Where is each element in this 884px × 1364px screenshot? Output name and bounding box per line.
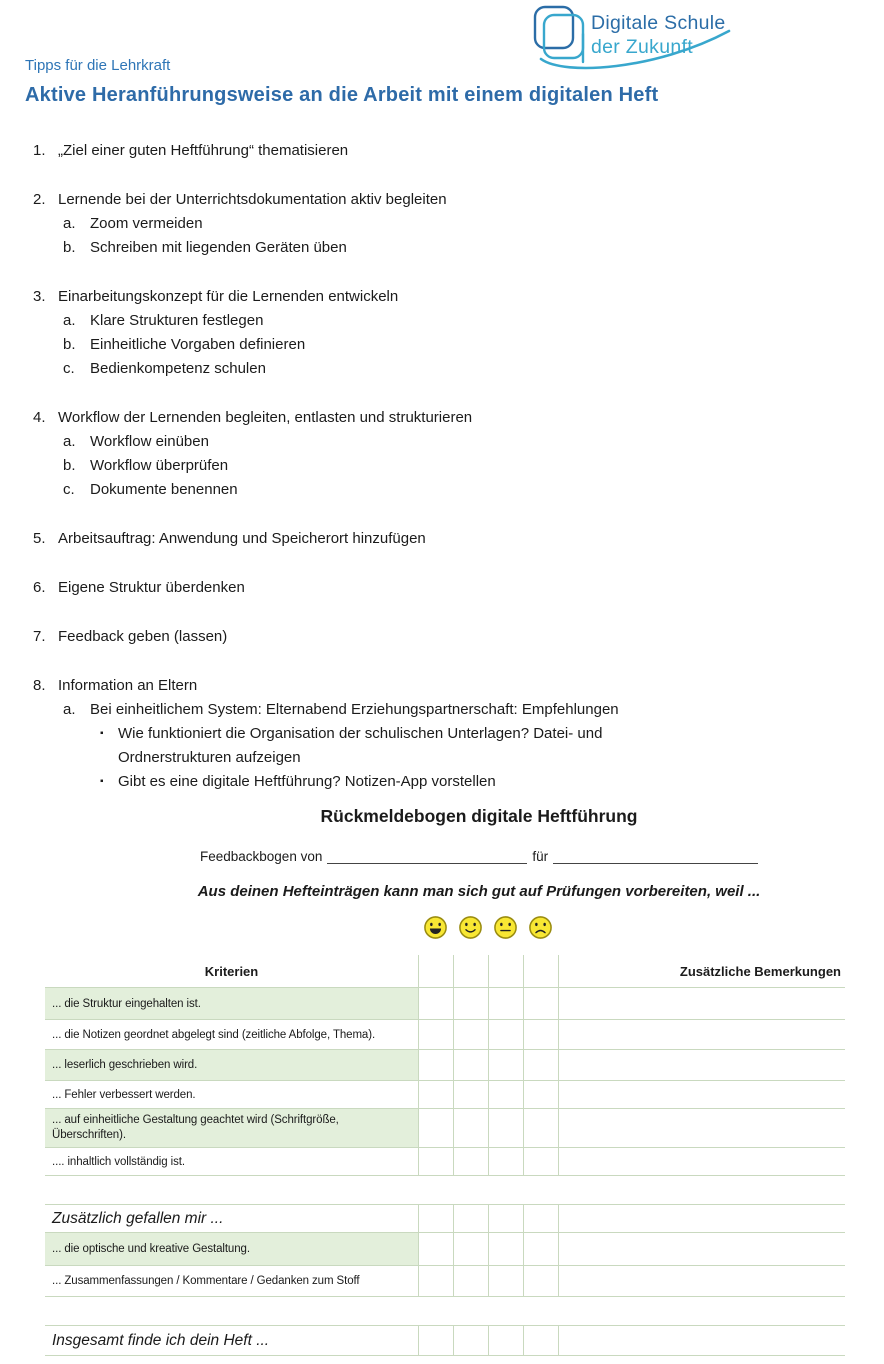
rating-cell bbox=[418, 1266, 453, 1296]
tip-text: Workflow überprüfen bbox=[90, 457, 229, 474]
table-row bbox=[45, 1109, 845, 1148]
emoji-sad-icon bbox=[528, 915, 553, 940]
rating-cell bbox=[523, 1326, 558, 1355]
rating-cell bbox=[488, 1148, 523, 1175]
tip-text: Gibt es eine digitale Heftführung? Notizen-App vorstellen bbox=[118, 773, 496, 790]
table-header-row bbox=[45, 955, 845, 988]
tips-list bbox=[25, 139, 835, 819]
rating-cell bbox=[488, 1109, 523, 1147]
rating-cell bbox=[418, 1233, 453, 1265]
criteria-cell bbox=[45, 1266, 418, 1296]
tip-text: Schreiben mit liegenden Geräten üben bbox=[90, 239, 347, 256]
tip-item bbox=[25, 188, 835, 260]
list-marker: 3. bbox=[33, 288, 46, 305]
tip-text: Bei einheitlichem System: Elternabend Erziehungspartnerschaft: Empfehlungen bbox=[90, 701, 619, 718]
remarks-cell bbox=[558, 1205, 845, 1232]
tip-subitem bbox=[25, 309, 835, 333]
remarks-cell bbox=[558, 1109, 845, 1147]
rating-cell bbox=[418, 1205, 453, 1232]
byline-label-fuer: für bbox=[532, 849, 549, 864]
tip-text: Zoom vermeiden bbox=[90, 215, 203, 232]
rating-cell bbox=[418, 1326, 453, 1355]
tip-text: Information an Eltern bbox=[58, 677, 198, 694]
rating-cell bbox=[523, 1205, 558, 1232]
tip-text: Workflow der Lernenden begleiten, entlasten und strukturieren bbox=[58, 409, 473, 426]
page-title: Aktive Heranführungsweise an die Arbeit mit einem digitalen Heft bbox=[25, 84, 659, 106]
tip-subitem bbox=[25, 454, 835, 478]
byline-label-von: Feedbackbogen von bbox=[200, 849, 323, 864]
rating-cell bbox=[488, 988, 523, 1019]
criteria-label: ... die Notizen geordnet abgelegt sind (zeitliche Abfolge, Thema). bbox=[52, 1028, 376, 1041]
criteria-cell bbox=[45, 988, 418, 1019]
rating-cell bbox=[453, 1109, 488, 1147]
column-header-label: Kriterien bbox=[204, 963, 259, 979]
table-row bbox=[45, 1233, 845, 1266]
tip-text: Wie funktioniert die Organisation der schulischen Unterlagen? Datei- und Ordnerstrukturen aufzeigen bbox=[118, 725, 603, 766]
tip-bullet bbox=[25, 770, 835, 794]
square-bullet-icon: ▪ bbox=[100, 728, 104, 739]
rating-cell bbox=[488, 1266, 523, 1296]
list-marker: c. bbox=[63, 481, 75, 498]
criteria-label: ... die Struktur eingehalten ist. bbox=[52, 997, 201, 1010]
tip-subitem bbox=[25, 430, 835, 454]
tip-subitem bbox=[25, 333, 835, 357]
emoji-neutral-icon bbox=[493, 915, 518, 940]
tip-item bbox=[25, 527, 835, 551]
tip-subitem bbox=[25, 698, 835, 722]
tip-text: Workflow einüben bbox=[90, 433, 209, 450]
tip-item bbox=[25, 139, 835, 163]
rating-cell bbox=[453, 1266, 488, 1296]
criteria-cell bbox=[45, 1233, 418, 1265]
tip-text: „Ziel einer guten Heftführung“ thematisieren bbox=[58, 142, 349, 159]
rating-cell bbox=[523, 1148, 558, 1175]
tip-item bbox=[25, 285, 835, 381]
rating-cell bbox=[453, 1205, 488, 1232]
rating-cell bbox=[418, 1050, 453, 1080]
tip-subitem bbox=[25, 236, 835, 260]
rating-cell bbox=[418, 1109, 453, 1147]
rating-header-cell bbox=[418, 955, 453, 987]
logo-digitale-schule-icon bbox=[528, 2, 740, 78]
logo-front-square bbox=[544, 15, 583, 58]
table-row bbox=[45, 988, 845, 1020]
tip-text: Klare Strukturen festlegen bbox=[90, 312, 264, 329]
list-marker: b. bbox=[63, 336, 76, 353]
tip-text: Lernende bei der Unterrichtsdokumentation aktiv begleiten bbox=[58, 191, 447, 208]
form-byline bbox=[200, 849, 763, 864]
overall-table bbox=[45, 1325, 845, 1356]
remarks-cell bbox=[558, 1266, 845, 1296]
list-marker: a. bbox=[63, 312, 76, 329]
rating-cell bbox=[523, 988, 558, 1019]
logo-text-line1: Digitale Schule bbox=[591, 12, 726, 34]
blank-line-von bbox=[327, 849, 527, 864]
tip-text: Feedback geben (lassen) bbox=[58, 628, 228, 645]
criteria-label: ... auf einheitliche Gestaltung geachtet wird (Schriftgröße, Überschriften). bbox=[52, 1114, 339, 1141]
list-marker: 8. bbox=[33, 677, 46, 694]
criteria-table bbox=[45, 955, 845, 1176]
rating-cell bbox=[488, 1050, 523, 1080]
remarks-column-header bbox=[558, 955, 845, 987]
criteria-label: ... die optische und kreative Gestaltung. bbox=[52, 1243, 250, 1255]
list-marker: b. bbox=[63, 239, 76, 256]
list-marker: 7. bbox=[33, 628, 46, 645]
column-header-label: Zusätzliche Bemerkungen bbox=[679, 963, 841, 979]
section-header-row bbox=[45, 1204, 845, 1233]
tip-text: Einarbeitungskonzept für die Lernenden entwickeln bbox=[58, 288, 399, 305]
rating-cell bbox=[523, 1266, 558, 1296]
form-title: Rückmeldebogen digitale Heftführung bbox=[320, 806, 638, 826]
criteria-cell bbox=[45, 1148, 418, 1175]
list-marker: 4. bbox=[33, 409, 46, 426]
rating-cell bbox=[488, 1233, 523, 1265]
tip-text: Dokumente benennen bbox=[90, 481, 238, 498]
criteria-cell bbox=[45, 1081, 418, 1108]
rating-cell bbox=[453, 1050, 488, 1080]
rating-cell bbox=[488, 1020, 523, 1049]
rating-cell bbox=[418, 1020, 453, 1049]
list-marker: a. bbox=[63, 433, 76, 450]
rating-cell bbox=[453, 1020, 488, 1049]
rating-cell bbox=[418, 1081, 453, 1108]
list-marker: 2. bbox=[33, 191, 46, 208]
criteria-column-header bbox=[45, 955, 418, 987]
rating-cell bbox=[453, 988, 488, 1019]
section-title-cell bbox=[45, 1326, 418, 1355]
rating-scale bbox=[418, 915, 558, 940]
rating-cell bbox=[523, 1081, 558, 1108]
criteria-label: ... leserlich geschrieben wird. bbox=[52, 1059, 198, 1071]
square-bullet-icon: ▪ bbox=[100, 776, 104, 787]
tip-item bbox=[25, 674, 835, 794]
rating-cell bbox=[453, 1081, 488, 1108]
rating-cell bbox=[453, 1326, 488, 1355]
tip-text: Eigene Struktur überdenken bbox=[58, 579, 245, 596]
logo-back-square bbox=[535, 7, 573, 48]
table-row bbox=[45, 1148, 845, 1176]
document-eyebrow: Tipps für die Lehrkraft bbox=[25, 57, 171, 74]
emoji-very-happy-icon bbox=[423, 915, 448, 940]
table-row bbox=[45, 1081, 845, 1109]
table-row bbox=[45, 1050, 845, 1081]
list-marker: 6. bbox=[33, 579, 46, 596]
list-marker: 1. bbox=[33, 142, 46, 159]
tip-text: Bedienkompetenz schulen bbox=[90, 360, 266, 377]
list-marker: a. bbox=[63, 701, 76, 718]
rating-cell bbox=[453, 1148, 488, 1175]
criteria-label: ... Fehler verbessert werden. bbox=[52, 1088, 196, 1101]
tip-item bbox=[25, 406, 835, 502]
criteria-cell bbox=[45, 1109, 418, 1147]
rating-cell bbox=[488, 1205, 523, 1232]
rating-cell bbox=[523, 1109, 558, 1147]
rating-header-cell bbox=[453, 955, 488, 987]
rating-cell bbox=[418, 1148, 453, 1175]
remarks-cell bbox=[558, 1050, 845, 1080]
rating-cell bbox=[488, 1081, 523, 1108]
criteria-label: ... Zusammenfassungen / Kommentare / Gedanken zum Stoff bbox=[52, 1275, 360, 1287]
criteria-cell bbox=[45, 1050, 418, 1080]
additional-likes-table bbox=[45, 1204, 845, 1297]
rating-cell bbox=[418, 988, 453, 1019]
list-marker: a. bbox=[63, 215, 76, 232]
section-title: Zusätzlich gefallen mir ... bbox=[52, 1209, 224, 1227]
remarks-cell bbox=[558, 1081, 845, 1108]
section-header-row bbox=[45, 1325, 845, 1356]
tip-item bbox=[25, 576, 835, 600]
remarks-cell bbox=[558, 988, 845, 1019]
blank-line-fuer bbox=[553, 849, 758, 864]
rating-cell bbox=[453, 1233, 488, 1265]
tip-item bbox=[25, 625, 835, 649]
remarks-cell bbox=[558, 1148, 845, 1175]
list-marker: b. bbox=[63, 457, 76, 474]
rating-cell bbox=[523, 1233, 558, 1265]
remarks-cell bbox=[558, 1233, 845, 1265]
emoji-happy-icon bbox=[458, 915, 483, 940]
criteria-label: .... inhaltlich vollständig ist. bbox=[52, 1155, 185, 1168]
section-title-cell bbox=[45, 1205, 418, 1232]
rating-header-cell bbox=[523, 955, 558, 987]
tip-subitem bbox=[25, 478, 835, 502]
tip-bullet bbox=[25, 722, 835, 770]
list-marker: c. bbox=[63, 360, 75, 377]
remarks-cell bbox=[558, 1020, 845, 1049]
list-marker: 5. bbox=[33, 530, 46, 547]
section-title: Insgesamt finde ich dein Heft ... bbox=[52, 1331, 270, 1349]
table-row bbox=[45, 1020, 845, 1050]
rating-cell bbox=[523, 1050, 558, 1080]
rating-cell bbox=[523, 1020, 558, 1049]
remarks-cell bbox=[558, 1326, 845, 1355]
table-row bbox=[45, 1266, 845, 1297]
rating-cell bbox=[488, 1326, 523, 1355]
criteria-cell bbox=[45, 1020, 418, 1049]
rating-header-cell bbox=[488, 955, 523, 987]
logo-text-line2: der Zukunft bbox=[591, 36, 693, 58]
form-prompt: Aus deinen Hefteinträgen kann man sich gut auf Prüfungen vorbereiten, weil ... bbox=[197, 883, 761, 900]
tip-subitem bbox=[25, 212, 835, 236]
tip-text: Arbeitsauftrag: Anwendung und Speicherort hinzufügen bbox=[58, 530, 426, 547]
tip-subitem bbox=[25, 357, 835, 381]
tip-text: Einheitliche Vorgaben definieren bbox=[90, 336, 306, 353]
